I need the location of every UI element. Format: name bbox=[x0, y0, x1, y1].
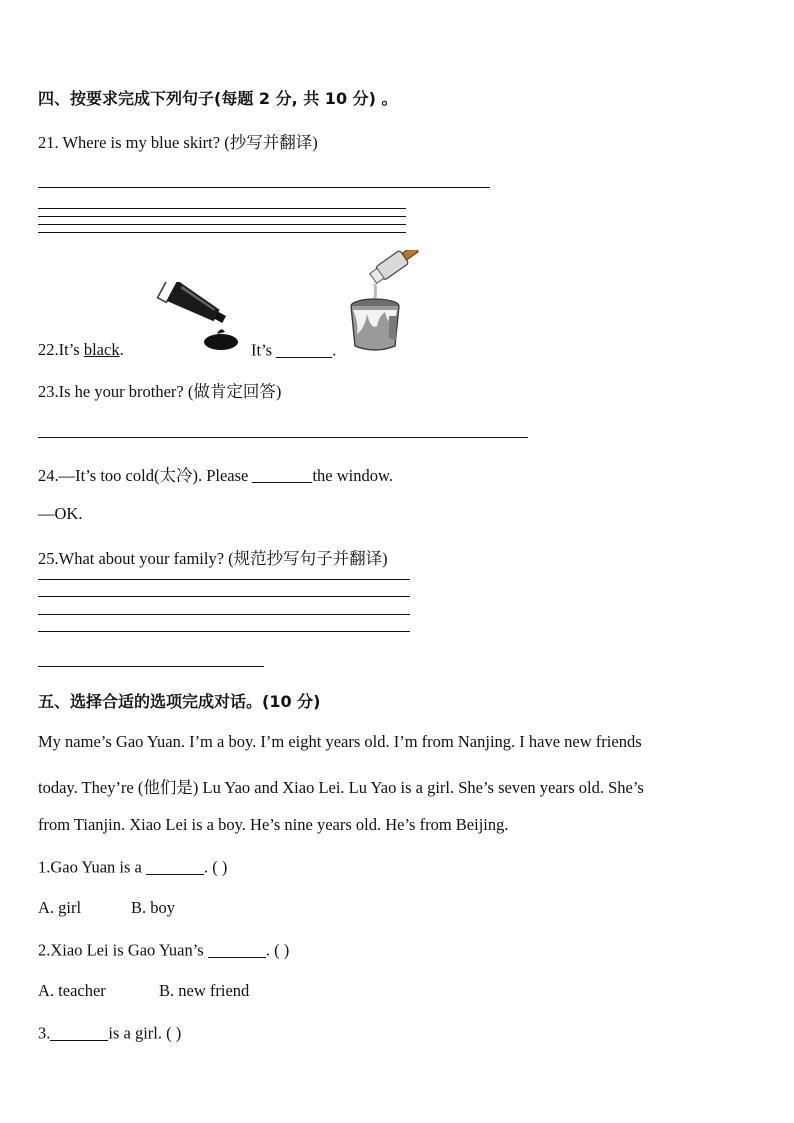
question-22-second: It’s bbox=[251, 340, 277, 360]
question-3-prefix: 3. bbox=[38, 1023, 51, 1043]
question-22-line bbox=[38, 340, 124, 360]
question-23: 23.Is he your brother? (做肯定回答) bbox=[38, 382, 282, 401]
question-2-text: 2.Xiao Lei is Gao Yuan’s bbox=[38, 940, 208, 960]
question-24-suffix: the window. bbox=[312, 466, 393, 485]
question-1 bbox=[38, 857, 227, 878]
answer-blank-24[interactable] bbox=[252, 466, 312, 484]
passage-line-1: My name’s Gao Yuan. I’m a boy. I’m eight years old. I’m from Nanjing. I have new friends bbox=[38, 732, 642, 751]
paint-bucket-icon bbox=[345, 250, 430, 356]
question-24-prefix: 24.—It’s too cold(太冷). Please bbox=[38, 466, 253, 485]
section5-heading: 五、选择合适的选项完成对话。(10 分) bbox=[38, 692, 321, 711]
option-2b[interactable]: B. new friend bbox=[159, 981, 250, 1000]
question-2-end: . ( ) bbox=[265, 940, 290, 960]
answer-line-25[interactable] bbox=[38, 666, 264, 667]
question-22-prefix: 22.It’s bbox=[38, 340, 84, 359]
writing-line[interactable] bbox=[38, 208, 406, 209]
answer-line-21a[interactable] bbox=[38, 187, 490, 188]
section4-heading: 四、按要求完成下列句子(每题 2 分, 共 10 分) 。 bbox=[38, 89, 398, 108]
paint-tube-icon bbox=[143, 282, 243, 354]
question-24-reply: —OK. bbox=[38, 504, 83, 523]
option-1a[interactable]: A. girl bbox=[38, 898, 82, 917]
writing-line[interactable] bbox=[38, 216, 406, 217]
answer-blank-2[interactable] bbox=[208, 940, 266, 958]
question-1-end: . ( ) bbox=[204, 857, 228, 877]
answer-blank-3[interactable] bbox=[50, 1023, 108, 1041]
option-2a[interactable]: A. teacher bbox=[38, 981, 106, 1000]
question-3 bbox=[38, 1023, 181, 1044]
writing-line[interactable] bbox=[38, 631, 410, 632]
writing-line[interactable] bbox=[38, 579, 410, 580]
answer-blank-22[interactable] bbox=[276, 340, 332, 358]
question-22-word: black bbox=[83, 340, 120, 359]
question-21: 21. Where is my blue skirt? (抄写并翻译) bbox=[38, 133, 318, 152]
answer-blank-1[interactable] bbox=[146, 857, 204, 875]
option-1b[interactable]: B. boy bbox=[131, 898, 176, 917]
question-3-suffix: is a girl. ( ) bbox=[108, 1023, 182, 1043]
writing-line[interactable] bbox=[38, 232, 406, 233]
answer-line-23[interactable] bbox=[38, 437, 528, 438]
question-2 bbox=[38, 940, 289, 961]
question-22-answer bbox=[251, 340, 336, 361]
writing-line[interactable] bbox=[38, 614, 410, 615]
question-25: 25.What about your family? (规范抄写句子并翻译) bbox=[38, 549, 388, 568]
question-22-end: . bbox=[332, 340, 337, 360]
passage-line-2: today. They’re (他们是) Lu Yao and Xiao Lei. Lu Yao is a girl. She’s seven years old. She’s bbox=[38, 778, 644, 797]
passage-line-3: from Tianjin. Xiao Lei is a boy. He’s nine years old. He’s from Beijing. bbox=[38, 815, 509, 834]
writing-line[interactable] bbox=[38, 596, 410, 597]
writing-line[interactable] bbox=[38, 224, 406, 225]
question-22-suffix: . bbox=[119, 340, 124, 359]
question-1-text: 1.Gao Yuan is a bbox=[38, 857, 146, 877]
question-24 bbox=[38, 462, 393, 486]
